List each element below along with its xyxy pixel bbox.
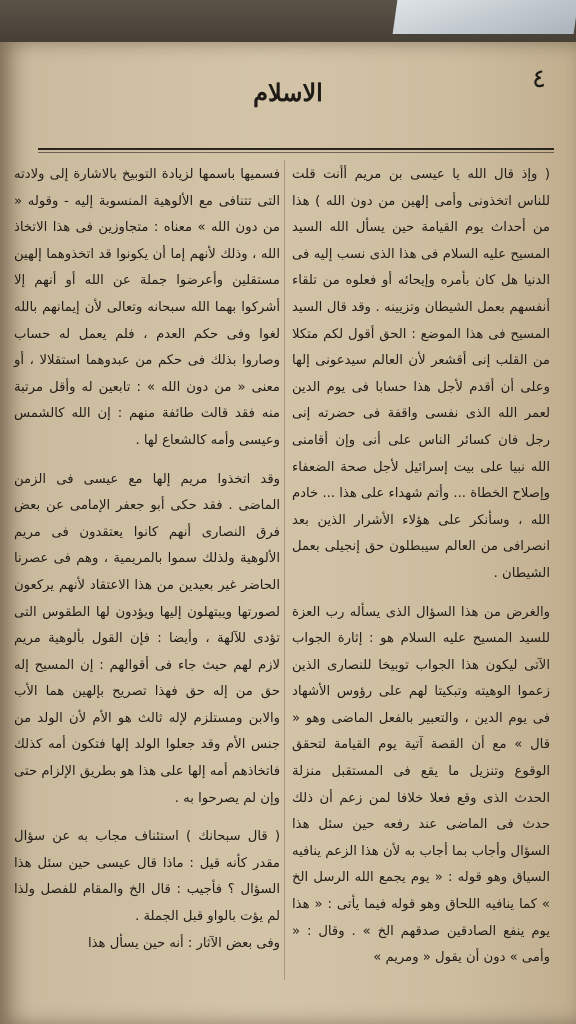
- page-header: [0, 62, 576, 154]
- right-column: [292, 162, 550, 972]
- paragraph: فسميها باسمها لزيادة التوبيخ بالاشارة إلى ولادته التى تتنافى مع الألوهية المنسوبة إليه - وقوله « من دون الله » معناه : متجاوزين فى هذا الاتخاذ الله ، وذلك لأنهم إما أن يكونوا قد اتخذوهما إلهين مستقلين وأعرضوا جملة عن الله أو أنهم إلا أشركوا بهما الله سبحانه وتعالى لأن إيمانهم بالله لغوا وفى حكم العدم ، فلم يعمل له حساب وصاروا بذلك فى حكم من عبدوهما استقلالا ، أو معنى « من دون الله » : تابعين له وأقل مرتبة منه فقد قالت طائفة منهم : إن الله كالشمس وعيسى وأمه كالشعاع لها .: [14, 167, 280, 448]
- paragraph: وفى بعض الآثار : أنه حين يسأل هذا: [87, 935, 280, 951]
- paragraph: ( قال سبحانك ) استئناف مجاب به عن سؤال مقدر كأنه قيل : ماذا قال عيسى حين سئل هذا السؤال ؟ فأجيب : قال الخ والمقام للفصل ولذا لم يؤت بالواو قبل الجملة .: [14, 829, 280, 925]
- left-column: [14, 162, 280, 957]
- header-rule-thin: [38, 152, 554, 153]
- header-rule: [38, 148, 554, 150]
- page-number: ٤: [532, 64, 546, 94]
- column-divider: [284, 160, 285, 980]
- background-sheet: [393, 0, 576, 34]
- paragraph: وقد اتخذوا مريم إلها مع عيسى فى الزمن الماضى . فقد حكى أبو جعفر الإمامى عن بعض فرق النصارى أنهم كانوا يعتقدون فى مريم الألوهية ولذلك سموا بالمريمية ، وهم فى عصرنا الحاضر غير بعيدين من هذا الاعتقاد لأنهم يركعون لصورتها ويبتهلون إليها ويؤدون لها الطقوس التى تؤدى للآلهة ، وأيضا : فإن القول بألوهية مريم لازم لهم حيث جاء فى أقوالهم : إن المسيح إله حق من إله حق فهذا تصريح بإلهين هما الأب والابن ومستلزم لإله ثالث هو الأم لأن الولد من جنس الأم وقد جعلوا الولد إلها فتكون أمه كذلك فاتخاذهم أمه إلها على هذا هو بطريق الإلزام حتى وإن لم يصرحوا به .: [14, 471, 280, 806]
- magazine-title: الاسلام: [253, 78, 323, 107]
- paragraph: ( وإذ قال الله يا عيسى بن مريم أأنت قلت للناس اتخذونى وأمى إلهين من دون الله ) هذا من أحداث يوم القيامة حين يسأل الله السيد المسيح عليه السلام فى هذا الذى نسب إليه فى الدنيا هل كان بأمره وإيحائه أو فعلوه من تلقاء أنفسهم بعمل الشيطان وتزيينه . وقد قال السيد المسيح فى هذا الموضع : الحق أقول لكم متكلا من القلب إنى أقشعر لأن العالم سيدعونى إلها وعلى أن أقدم لأجل هذا حسابا فى يوم الدين لعمر الله الذى نفسى واقفة فى حضرته إنى رجل فان كسائر الناس على أنى وإن أقامنى الله نبيا على بيت إسرائيل لأجل صحة الضعفاء وإصلاح الخطاة ... وأتم شهداء على هذا ... خادم الله ، وسأنكر على هؤلاء الأشرار الذين بعد انصرافى من العالم سيبطلون حق إنجيلى بعمل الشيطان .: [292, 167, 550, 581]
- paragraph: والغرض من هذا السؤال الذى يسأله رب العزة للسيد المسيح عليه السلام هو : إثارة الجواب الآتى ليكون هذا الجواب توبيخا للنصارى الذين زعموا الوهيته وتبكيتا لهم على رؤوس الأشهاد فى يوم الدين ، والتعبير بالفعل الماضى وهو « قال » مع أن القصة آتية يوم القيامة لتحقق الوقوع وتنزيل ما يقع فى المستقبل منزلة الحدث الذى وقع فعلا خلافا لمن زعم أن ذلك حدث فى الماضى عند رفعه حين سئل هذا السؤال وأجاب بما أجاب به لأن هذا الزعم ينافيه السياق وهو قوله : « يوم يجمع الله الرسل الخ » كما ينافيه اللحاق وهو قوله فيما يأتى : « هذا يوم ينفع الصادقين صدقهم الخ » . وقال : « وأمى » دون أن يقول « ومريم »: [292, 604, 550, 966]
